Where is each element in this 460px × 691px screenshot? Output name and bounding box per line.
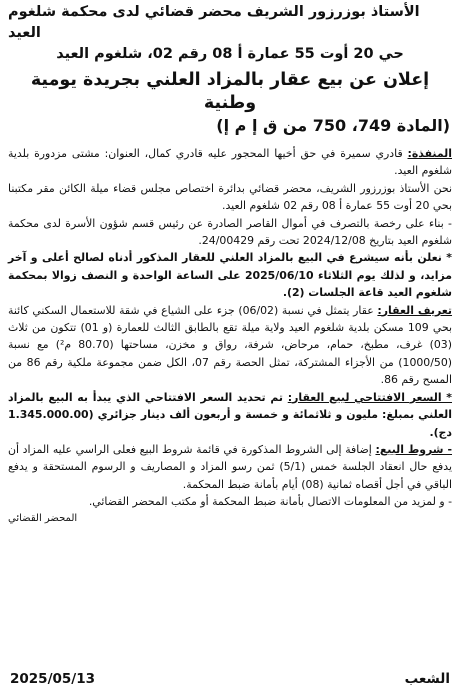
executor-text: قادري سميرة في حق أخيها المحجور عليه قادري كمال، العنوان: مشتى مزدورة بلدية شلغوم العيد.	[8, 147, 452, 178]
signature: المحضر القضائي	[8, 512, 78, 524]
price-label: * السعر الافتتاحي لبيع العقار:	[287, 390, 452, 404]
property-text: عقار يتمثل في نسبة (06/02) جزء على الشياع في شقة للاستعمال السكني كائنة بحي 109 مسكن بلدية شلغوم العيد ولاية ميلة تقع بالطابق الثالث للعمارة (و 01) تتكون من ثلاث (03) غرف، مطبخ، حمام، مرحاض، شرفة، رواق و مخزن، مساحتها (80.70 م²) مع نسبة (1000/50) من الأجزاء المشتركة، تمثل الحصة رقم 07، الكل ضمن مجموعة ملكية رقم 86 من المسح رقم 86.	[8, 303, 453, 387]
conditions-label: - شروط البيع:	[375, 442, 452, 456]
price-text: تم تحديد السعر الافتتاحي الذي يبدأ به البيع بالمزاد العلني بمبلغ: مليون و ثلاثمائة و خمسة و أربعون ألف دينار جزائري	[8, 390, 452, 422]
paragraph-sale-conditions	[8, 441, 452, 493]
paragraph-executor	[8, 145, 452, 180]
price-amount: (1.345.000.00 دج).	[8, 408, 452, 439]
paragraph-authorization: - بناء على رخصة بالتصرف في أموال القاصر الصادرة عن رئيس قسم شؤون الأسرة لدى محكمة شلغوم العيد بتاريخ 2024/12/08 تحت رقم 24/00429.	[8, 216, 452, 248]
publication-date: 2025/05/13	[10, 671, 96, 687]
bailiff-header-name: الأستاذ بوزرزور الشريف محضر قضائي لدى محكمة شلغوم العيد	[8, 4, 420, 41]
property-label: تعريف العقار:	[377, 303, 453, 317]
executor-label: المنفذة:	[407, 147, 452, 160]
conditions-text: إضافة إلى الشروط المذكورة في قائمة شروط البيع فعلى الراسي عليه المزاد أن يدفع حال انعقاد الجلسة خمس (5/1) ثمن رسو المزاد و المصاريف و الرسوم المستحقة و يدفع الباقي في أجل أقصاه ثمانية (08) أيام بأمانة ضبط المحكمة.	[8, 442, 452, 491]
paragraph-bailiff: نحن الأستاذ بوزرزور الشريف، محضر قضائي بدائرة اختصاص مجلس قضاء ميلة الكائن مقر مكتبنا بحي 20 أوت 55 عمارة أ 08 رقم 02 شلغوم العيد.	[8, 181, 452, 213]
paragraph-opening-price	[8, 389, 452, 441]
publication-footer	[10, 671, 450, 687]
paragraph-property-definition	[8, 302, 452, 389]
bailiff-header-address: حي 20 أوت 55 عمارة أ 08 رقم 02، شلغوم العيد	[56, 46, 404, 62]
notice-articles: (المادة 749، 750 من ق إ م إ)	[216, 116, 450, 135]
paragraph-sale-announcement: * نعلن بأنه سيشرع في البيع بالمزاد العلني للعقار المذكور أدناه لصالح أعلى و آخر مزايد، و لذلك يوم الثلاثاء 2025/06/10 على الساعة الواحدة و النصف زوالا بمحكمة شلغوم العيد قاعة الجلسات (2).	[8, 251, 452, 300]
notice-title: إعلان عن بيع عقار بالمزاد العلني بجريدة يومية وطنية	[30, 70, 430, 113]
publisher-name: الشعب	[404, 671, 450, 687]
paragraph-contact: - و لمزيد من المعلومات الاتصال بأمانة ضبط المحكمة أو مكتب المحضر القضائي.	[88, 495, 452, 509]
